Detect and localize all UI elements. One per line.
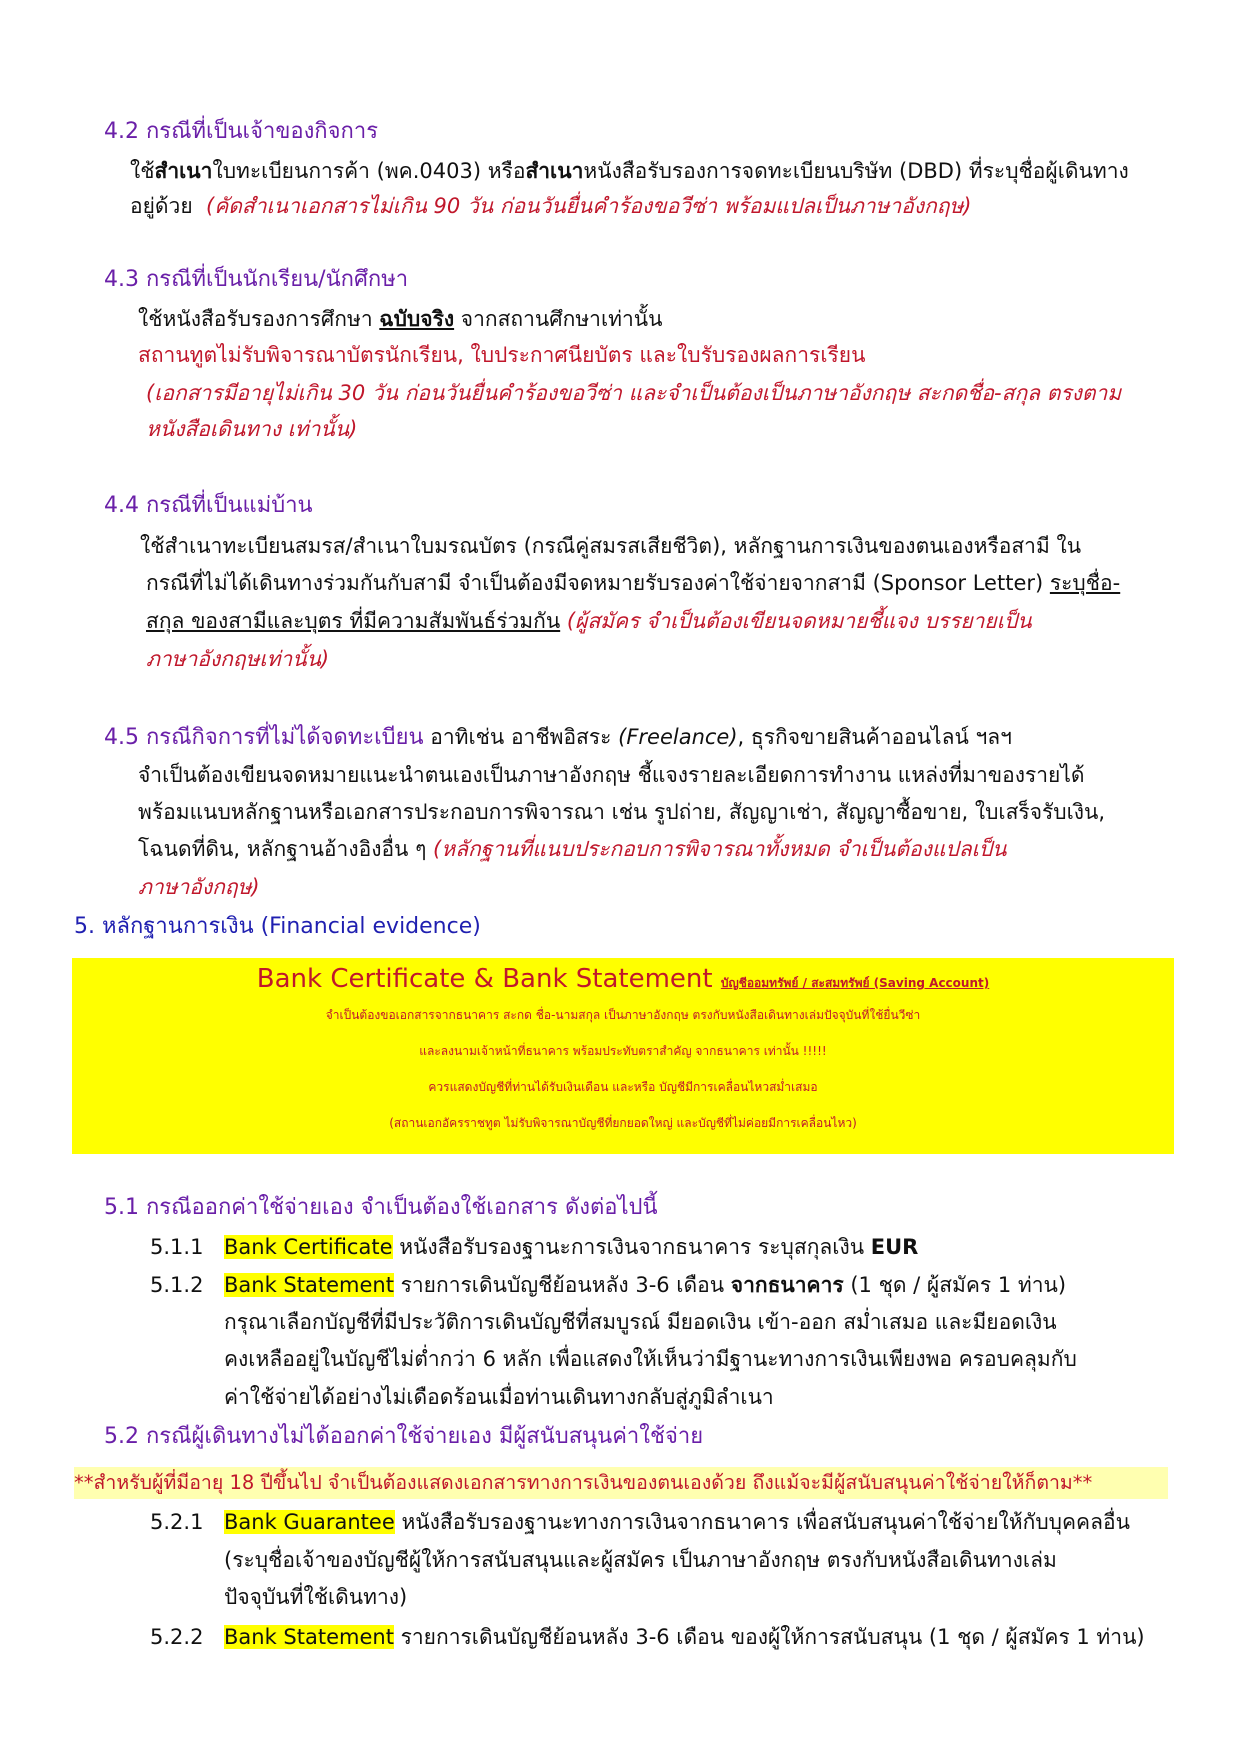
section-4-2-line-1: ใช้สำเนาใบทะเบียนการค้า (พค.0403) หรือสำเนาหนังสือรับรองการจดทะเบียนบริษัท (DBD) ที่ระบุชื่อผู้เดินทาง: [130, 159, 1129, 183]
section-4-5-title: 4.5 กรณีกิจการที่ไม่ได้จดทะเบียน: [104, 725, 424, 750]
section-4-4-title: 4.4 กรณีที่เป็นแม่บ้าน: [104, 493, 313, 518]
item-5-2-1-line-2: (ระบุชื่อเจ้าของบัญชีผู้ให้การสนับสนุนและผู้สมัคร เป็นภาษาอังกฤษ ตรงกับหนังสือเดินทางเล่ม: [224, 1548, 1057, 1572]
section-4-3-title: 4.3 กรณีที่เป็นนักเรียน/นักศึกษา: [104, 267, 409, 292]
box-line-5: (สถานเอกอัครราชทูต ไม่รับพิจารณาบัญชีที่ยกยอดใหญ่ และบัญชีที่ไม่ค่อยมีการเคลื่อนไหว): [389, 1116, 857, 1130]
section-4-5-line-3: โฉนดที่ดิน, หลักฐานอ้างอิงอื่น ๆ (หลักฐานที่แนบประกอบการพิจารณาทั้งหมด จำเป็นต้องแปลเป็น: [138, 837, 1007, 861]
item-5-1-1: Bank Certificate หนังสือรับรองฐานะการเงินจากธนาคาร ระบุสกุลเงิน EUR: [224, 1235, 919, 1259]
section-4-3-note-1: (เอกสารมีอายุไม่เกิน 30 วัน ก่อนวันยื่นคำร้องขอวีซ่า และจำเป็นต้องเป็นภาษาอังกฤษ สะกดชื่อ-สกุล ตรงตาม: [146, 381, 1122, 405]
box-line-2: จำเป็นต้องขอเอกสารจากธนาคาร สะกด ชื่อ-นามสกุล เป็นภาษาอังกฤษ ตรงกับหนังสือเดินทางเล่มปัจจุบันที่ใช้ยื่นวีซ่า: [325, 1008, 921, 1022]
section-5-1-title: 5.1 กรณีออกค่าใช้จ่ายเอง จำเป็นต้องใช้เอกสาร ดังต่อไปนี้: [104, 1195, 658, 1220]
section-4-4-line-4: ภาษาอังกฤษเท่านั้น): [146, 647, 330, 671]
item-5-2-2: Bank Statement รายการเดินบัญชีย้อนหลัง 3-6 เดือน ของผู้ให้การสนับสนุน (1 ชุด / ผู้สมัคร 1 ท่าน): [224, 1625, 1145, 1649]
financial-evidence-box: [72, 958, 1174, 1154]
item-5-1-2-line-4: ค่าใช้จ่ายได้อย่างไม่เดือดร้อนเมื่อท่านเดินทางกลับสู่ภูมิลำเนา: [224, 1385, 774, 1409]
section-4-4-line-3: สกุล ของสามีและบุตร ที่มีความสัมพันธ์ร่วมกัน (ผู้สมัคร จำเป็นต้องเขียนจดหมายชี้แจง บรรยายเป็น: [146, 609, 1032, 633]
section-5-title: 5. หลักฐานการเงิน (Financial evidence): [74, 914, 481, 939]
section-4-5-line-2: พร้อมแนบหลักฐานหรือเอกสารประกอบการพิจารณา เช่น รูปถ่าย, สัญญาเช่า, สัญญาซื้อขาย, ใบเสร็จรับเงิน,: [138, 800, 1106, 824]
sponsor-note: **สำหรับผู้ที่มีอายุ 18 ปีขึ้นไป จำเป็นต้องแสดงเอกสารทางการเงินของตนเองด้วย ถึงแม้จะมีผู้สนับสนุนค่าใช้จ่ายให้ก็ตาม**: [74, 1471, 1093, 1494]
item-5-1-2-line-3: คงเหลืออยู่ในบัญชีไม่ต่ำกว่า 6 หลัก เพื่อแสดงให้เห็นว่ามีฐานะทางการเงินเพียงพอ ครอบคลุมกับ: [224, 1347, 1077, 1371]
section-4-2-title: 4.2 กรณีที่เป็นเจ้าของกิจการ: [104, 119, 379, 144]
box-line-4: ควรแสดงบัญชีที่ท่านได้รับเงินเดือน และหรือ บัญชีมีการเคลื่อนไหวสม่ำเสมอ: [428, 1080, 818, 1094]
section-4-5-line-1: จำเป็นต้องเขียนจดหมายแนะนำตนเองเป็นภาษาอังกฤษ ชี้แจงรายละเอียดการทำงาน แหล่งที่มาของรายได้: [138, 763, 1085, 787]
section-4-3-line-1: ใช้หนังสือรับรองการศึกษา ฉบับจริง จากสถานศึกษาเท่านั้น: [138, 307, 663, 331]
item-5-1-2-number: 5.1.2: [150, 1273, 204, 1297]
section-4-5-line-4: ภาษาอังกฤษ): [138, 875, 260, 899]
item-5-1-1-number: 5.1.1: [150, 1235, 204, 1259]
item-5-2-1-line-3: ปัจจุบันที่ใช้เดินทาง): [224, 1585, 408, 1609]
item-5-1-2-line-2: กรุณาเลือกบัญชีที่มีประวัติการเดินบัญชีที่สมบูรณ์ มียอดเงิน เข้า-ออก สม่ำเสมอ และมียอดเงิน: [224, 1310, 1057, 1334]
section-5-2-title: 5.2 กรณีผู้เดินทางไม่ได้ออกค่าใช้จ่ายเอง มีผู้สนับสนุนค่าใช้จ่าย: [104, 1424, 704, 1449]
section-4-3-note-2: หนังสือเดินทาง เท่านั้น): [146, 417, 358, 441]
section-4-2-note: (คัดสำเนาเอกสารไม่เกิน 90 วัน ก่อนวันยื่นคำร้องขอวีซ่า พร้อมแปลเป็นภาษาอังกฤษ): [206, 194, 972, 218]
section-4-3-red-line: สถานทูตไม่รับพิจารณาบัตรนักเรียน, ใบประกาศนียบัตร และใบรับรองผลการเรียน: [138, 343, 866, 367]
box-line-3: และลงนามเจ้าหน้าที่ธนาคาร พร้อมประทับตราสำคัญ จากธนาคาร เท่านั้น !!!!!: [419, 1044, 827, 1058]
box-line-1: Bank Certificate & Bank Statement บัญชีออมทรัพย์ / สะสมทรัพย์ (Saving Account): [256, 964, 990, 994]
section-4-4-line-1: ใช้สำเนาทะเบียนสมรส/สำเนาใบมรณบัตร (กรณีคู่สมรสเสียชีวิต), หลักฐานการเงินของตนเองหรือสามี ใน: [140, 534, 1082, 558]
section-4-4-line-2: กรณีที่ไม่ได้เดินทางร่วมกันกับสามี จำเป็นต้องมีจดหมายรับรองค่าใช้จ่ายจากสามี (Sponsor Letter) ระบุชื่อ-: [146, 571, 1121, 595]
section-4-5-title-line: 4.5 กรณีกิจการที่ไม่ได้จดทะเบียน อาทิเช่น อาชีพอิสระ (Freelance), ธุรกิจขายสินค้าออนไลน์ ฯลฯ: [104, 725, 1012, 750]
item-5-1-2: Bank Statement รายการเดินบัญชีย้อนหลัง 3-6 เดือน จากธนาคาร (1 ชุด / ผู้สมัคร 1 ท่าน): [224, 1273, 1067, 1297]
item-5-2-1: Bank Guarantee หนังสือรับรองฐานะทางการเงินจากธนาคาร เพื่อสนับสนุนค่าใช้จ่ายให้กับบุคคลอื่น: [224, 1510, 1130, 1534]
item-5-2-1-number: 5.2.1: [150, 1510, 204, 1534]
item-5-2-2-number: 5.2.2: [150, 1625, 204, 1649]
section-4-2-line-2: อยู่ด้วย (คัดสำเนาเอกสารไม่เกิน 90 วัน ก่อนวันยื่นคำร้องขอวีซ่า พร้อมแปลเป็นภาษาอังกฤษ): [130, 194, 972, 218]
